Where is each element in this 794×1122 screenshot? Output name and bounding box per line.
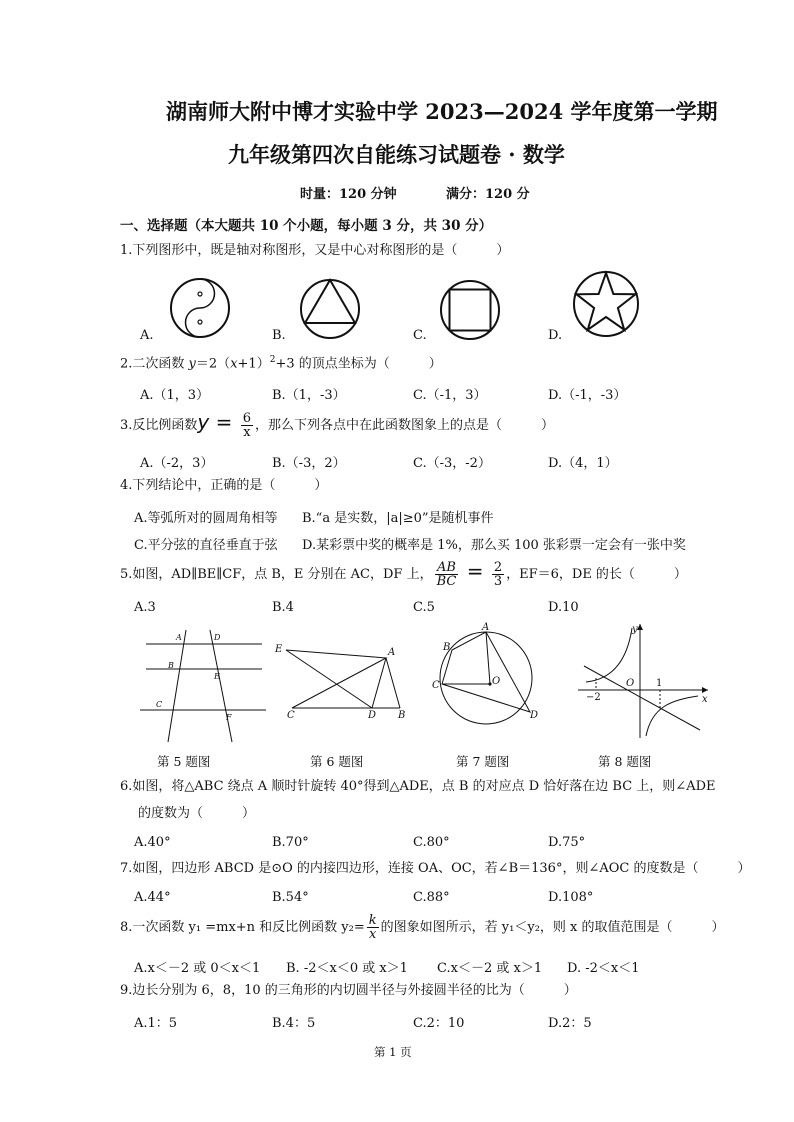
question-4-option-d: D.某彩票中奖的概率是 1%，那么买 100 张彩票一定会有一张中奖: [302, 538, 686, 553]
question-1-option-c: C.: [413, 328, 427, 343]
fig8-label-x: x: [702, 694, 708, 705]
question-7-option-d: D.108°: [548, 890, 594, 905]
question-7-option-b: B.54°: [272, 890, 309, 905]
question-3-option-b: B.（-3，2）: [272, 456, 346, 471]
question-1-option-d: D.: [548, 328, 563, 343]
figure-6-rotated-triangles: [272, 640, 412, 722]
page-title: 湖南师大附中博才实验中学 2023—2024 学年度第一学期: [166, 99, 718, 124]
question-3-option-a: A.（-2，3）: [140, 456, 214, 471]
question-7-stem: 7.如图，四边形 ABCD 是⊙O 的内接四边形，连接 OA、OC，若∠B＝136°，则∠AOC 的度数是（ ）: [120, 861, 751, 876]
figure-5-caption: 第 5 题图: [157, 754, 211, 769]
fig8-label-y: y: [632, 624, 638, 635]
question-3-stem: 3.反比例函数y = $\frac{6}{x}$ ，那么下列各点中在此函数图象上的点是（ ）: [120, 410, 555, 440]
question-5-option-d: D.10: [548, 600, 579, 615]
fig5-label-e: E: [214, 672, 220, 681]
question-1-option-a: A.: [140, 328, 154, 343]
page-subtitle: 九年级第四次自能练习试题卷 · 数学: [228, 142, 565, 167]
question-9-stem: 9.边长分别为 6，8，10 的三角形的内切圆半径与外接圆半径的比为（ ）: [120, 983, 577, 998]
question-2-option-a: A.（1，3）: [140, 388, 210, 403]
fig8-label-o: O: [626, 678, 635, 689]
star-in-circle-icon: [572, 270, 640, 338]
fig5-label-b: B: [168, 661, 174, 670]
question-3-option-d: D.（4，1）: [548, 456, 618, 471]
question-2-option-d: D.（-1，-3）: [548, 388, 627, 403]
figure-7-caption: 第 7 题图: [456, 754, 510, 769]
fig5-label-f: F: [226, 713, 232, 722]
question-9-option-a: A.1：5: [134, 1016, 178, 1031]
question-2-option-b: B.（1，-3）: [272, 388, 346, 403]
question-9-option-c: C.2：10: [413, 1016, 465, 1031]
question-6-option-b: B.70°: [272, 835, 309, 850]
question-5-option-b: B.4: [272, 600, 294, 615]
fig7-label-c: C: [432, 680, 440, 691]
fig7-label-o: O: [492, 676, 501, 687]
question-4-option-b: B.“a 是实数，|a|≥0”是随机事件: [302, 511, 494, 526]
question-8-stem: 8.一次函数 y₁ =mx+n 和反比例函数 y₂= $\frac{k}{x}$ 的图象如图所示，若 y₁＜y₂，则 x 的取值范围是（ ）: [120, 913, 725, 942]
question-2-stem: 2.二次函数 $y=2(x+1)^2+3$ 的顶点坐标为（ ）: [120, 355, 442, 372]
question-1-stem: 1.下列图形中，既是轴对称图形，又是中心对称图形的是（ ）: [120, 243, 510, 258]
square-in-circle-icon: [438, 278, 502, 342]
fig7-label-b: B: [443, 642, 451, 653]
question-6-stem-line2: 的度数为（ ）: [138, 806, 256, 821]
fig5-label-a: A: [176, 633, 182, 642]
fig6-label-a: A: [388, 647, 396, 658]
question-6-stem-line1: 6.如图，将△ABC 绕点 A 顺时针旋转 40°得到△ADE，点 B 的对应点 D 恰好落在边 BC 上，则∠ADE: [120, 779, 716, 794]
exam-score: 满分：120 分: [446, 187, 530, 202]
fig6-label-c: C: [287, 710, 295, 721]
triangle-in-circle-icon: [298, 278, 362, 340]
question-5-option-a: A.3: [134, 600, 156, 615]
question-8-option-b: B. -2＜x＜0 或 x＞1: [286, 961, 408, 976]
figure-7-cyclic-quadrilateral: [430, 620, 542, 734]
fig6-label-b: B: [398, 710, 406, 721]
fig5-label-c: C: [156, 700, 163, 709]
figure-5-parallel-lines: [138, 626, 268, 744]
section-heading: 一、选择题（本大题共 10 个小题，每小题 3 分，共 30 分）: [120, 218, 493, 234]
fig7-label-a: A: [482, 622, 490, 633]
fig6-label-d: D: [368, 710, 377, 721]
page-number: 第 1 页: [374, 1045, 412, 1059]
question-4-option-c: C.平分弦的直径垂直于弦: [134, 538, 278, 553]
question-8-option-d: D. -2＜x＜1: [567, 961, 640, 976]
question-4-stem: 4.下列结论中，正确的是（ ）: [120, 478, 328, 493]
question-4-option-a: A.等弧所对的圆周角相等: [134, 511, 278, 526]
yin-yang-icon: [164, 278, 236, 340]
question-9-option-d: D.2：5: [548, 1016, 592, 1031]
figure-8-function-graphs: [576, 620, 716, 740]
question-6-option-d: D.75°: [548, 835, 586, 850]
question-2-option-c: C.（-1，3）: [413, 388, 487, 403]
question-7-option-a: A.44°: [134, 890, 171, 905]
question-6-option-c: C.80°: [413, 835, 450, 850]
question-8-option-a: A.x＜－2 或 0＜x＜1: [134, 961, 261, 976]
fig5-label-d: D: [214, 633, 221, 642]
question-5-option-c: C.5: [413, 600, 435, 615]
exam-time: 时量：120 分钟: [300, 187, 397, 202]
fig6-label-e: E: [275, 644, 283, 655]
question-9-option-b: B.4：5: [272, 1016, 316, 1031]
question-8-option-c: C.x＜－2 或 x＞1: [437, 961, 543, 976]
question-5-stem: 5.如图，AD∥BE∥CF，点 B，E 分别在 AC，DF 上， $\frac{AB}{BC}$ = $\frac{2}{3}$ ，EF＝6，DE 的长（ ）: [120, 559, 687, 589]
figure-8-caption: 第 8 题图: [598, 754, 652, 769]
fig7-label-d: D: [530, 710, 539, 721]
question-7-option-c: C.88°: [413, 890, 450, 905]
fig8-label-1: 1: [656, 678, 663, 689]
figure-6-caption: 第 6 题图: [310, 754, 364, 769]
question-1-option-b: B.: [272, 328, 286, 343]
question-6-option-a: A.40°: [134, 835, 171, 850]
fig8-label-neg2: −2: [586, 692, 601, 703]
question-3-option-c: C.（-3，-2）: [413, 456, 491, 471]
